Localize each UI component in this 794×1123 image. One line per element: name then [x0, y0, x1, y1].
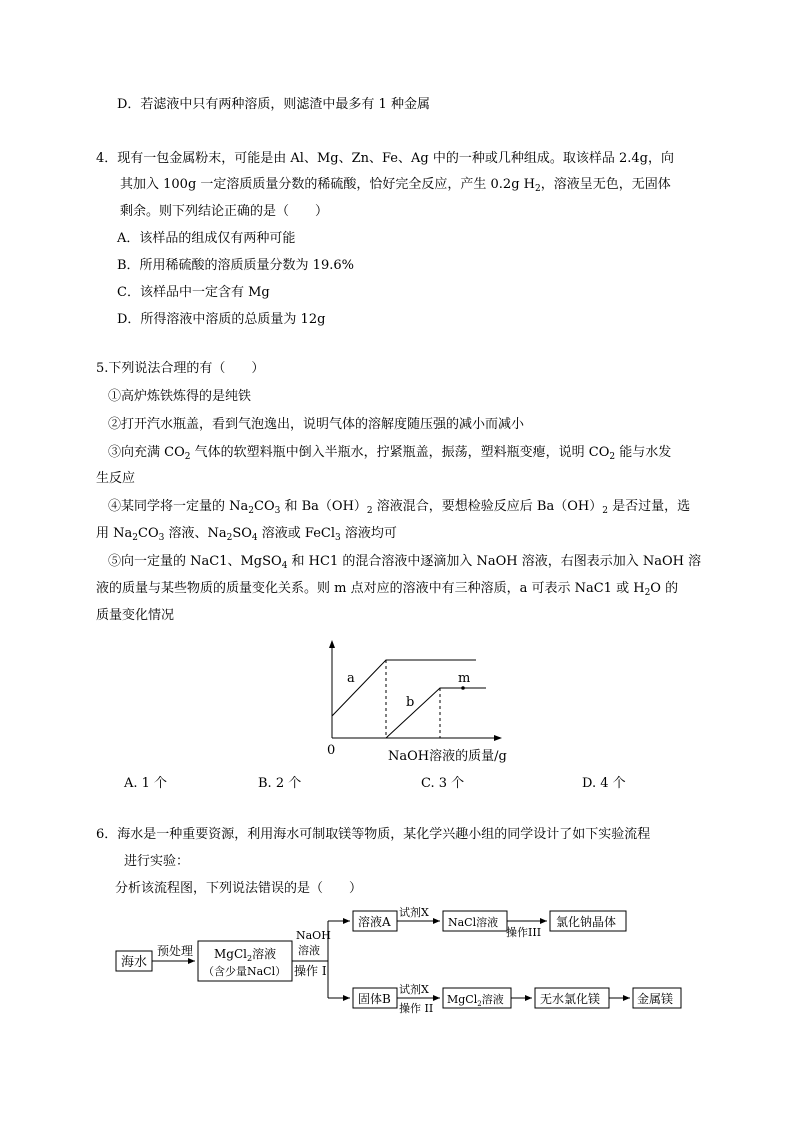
naoh-label-2: 溶液	[298, 944, 320, 957]
q5-option-d: D. 4 个	[582, 776, 626, 791]
naoh-label-1: NaOH	[296, 929, 331, 942]
mass-change-graph	[300, 630, 560, 770]
pretreat-label: 预处理	[157, 944, 194, 958]
q6-stem-line3: 分析该流程图，下列说法错误的是（ ）	[115, 881, 363, 896]
q4-stem-line2: 其加入 100g 一定溶质质量分数的稀硫酸，恰好完全反应，产生 0.2g $H_2$，溶液呈无色，无固体	[120, 177, 671, 194]
x-axis-label: NaOH溶液的质量/g	[388, 749, 507, 764]
q6-stem-line1: 6．海水是一种重要资源，利用海水可制取镁等物质，某化学兴趣小组的同学设计了如下实验流程	[96, 827, 651, 842]
q5-statement-5: ⑤向一定量的 NaC1、MgSO$_4$ 和 HC1 的混合溶液中逐滴加入 NaOH 溶液，右图表示加入 NaOH 溶	[108, 554, 702, 571]
q5-statement-2: ②打开汽水瓶盖，看到气泡逸出，说明气体的溶解度随压强的减小而减小	[108, 417, 525, 432]
q5-statement-4: ④某同学将一定量的 $Na_2CO_3$ 和 $Ba(OH)_2$ 溶液混合，要想检验反应后 $Ba(OH)_2$ 是否过量，选	[108, 499, 691, 516]
q5-statement-1: ①高炉炼铁炼得的是纯铁	[108, 389, 252, 404]
q5-statement-5-cont1: 液的质量与某些物质的质量变化关系。则 m 点对应的溶液中有三种溶质，a 可表示 NaC1 或 $H_2O$ 的	[96, 581, 679, 598]
solution-a-label: 溶液A	[358, 915, 391, 929]
q5-option-b: B. 2 个	[258, 776, 302, 791]
q6-stem-line2: 进行实验：	[124, 854, 190, 869]
op2-label: 操作 II	[399, 1002, 434, 1015]
q4-option-c: C．该样品中一定含有 Mg	[117, 285, 270, 300]
metal-mg-label: 金属镁	[637, 992, 674, 1006]
y-axis-arrow	[329, 640, 335, 648]
nacl-crystal-label: 氯化钠晶体	[556, 915, 617, 929]
q5-stem: 5.下列说法合理的有（ ）	[96, 361, 265, 376]
mgcl2-note: （含少量NaCl）	[203, 965, 287, 978]
origin-label: 0	[327, 743, 336, 758]
q5-statement-4-cont: 用 $Na_2CO_3$ 溶液、$Na_2SO_4$ 溶液或 FeCl$_3$ 溶液均可	[96, 526, 397, 543]
anhydrous-mgcl2-label: 无水氯化镁	[540, 992, 601, 1006]
q4-stem-line3: 剩余。则下列结论正确的是（ ）	[120, 204, 329, 219]
label-m: m	[458, 671, 471, 686]
q4-stem-line1: 4．现有一包金属粉末，可能是由 Al、Mg、Zn、Fe、Ag 中的一种或几种组成。取该样品 2.4g，向	[96, 151, 674, 166]
q3-option-d: D．若滤液中只有两种溶质，则滤渣中最多有 1 种金属	[117, 97, 430, 112]
point-m	[461, 686, 465, 690]
flow-chart	[110, 905, 690, 1015]
q4-option-a: A．该样品的组成仅有两种可能	[117, 231, 296, 246]
mgcl2-solution2-label: MgCl$_2$溶液	[447, 993, 504, 1008]
q4-option-b: B．所用稀硫酸的溶质质量分数为 19.6%	[117, 258, 354, 273]
q4-option-d: D．所得溶液中溶质的总质量为 12g	[117, 312, 326, 327]
mgcl2-solution-label: MgCl$_2$溶液	[214, 947, 277, 963]
q5-option-c: C. 3 个	[421, 776, 465, 791]
op3-label: 操作III	[506, 926, 542, 939]
label-a: a	[347, 671, 355, 686]
solid-b-label: 固体B	[358, 992, 391, 1006]
x-axis-arrow	[494, 735, 502, 741]
reagent-x2-label: 试剂X	[399, 983, 429, 996]
q5-option-a: A. 1 个	[124, 776, 168, 791]
seawater-label: 海水	[121, 955, 148, 970]
q5-statement-3: ③向充满 $CO_2$ 气体的软塑料瓶中倒入半瓶水，拧紧瓶盖，振荡，塑料瓶变瘪，说明 $CO_2$ 能与水发	[108, 445, 672, 462]
q5-statement-3-cont: 生反应	[96, 471, 136, 486]
nacl-solution-label: NaCl溶液	[448, 916, 499, 929]
label-b: b	[406, 695, 415, 710]
curve-b	[386, 688, 486, 738]
reagent-x1-label: 试剂X	[399, 906, 429, 919]
op1-label: 操作 I	[294, 964, 327, 978]
q5-statement-5-cont2: 质量变化情况	[96, 608, 175, 623]
